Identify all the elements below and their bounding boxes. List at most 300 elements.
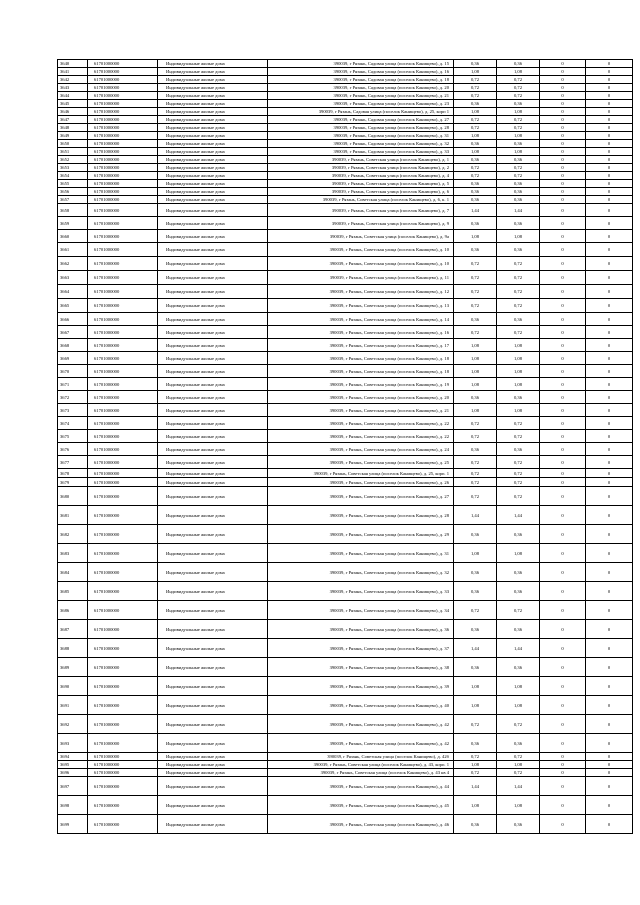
row-number-cell: 3670 (58, 365, 88, 378)
oktmo-code-cell: 61701000000 (88, 404, 158, 417)
value-c-cell: 0 (540, 478, 586, 487)
value-d-cell: 0 (586, 456, 633, 469)
building-type-cell: Индивидуальные жилые дома (158, 84, 268, 92)
row-number-cell: 3673 (58, 404, 88, 417)
table-row (58, 761, 633, 769)
row-number-cell: 3688 (58, 639, 88, 658)
building-type-cell: Индивидуальные жилые дома (158, 734, 268, 753)
row-number-cell: 3683 (58, 544, 88, 563)
table-row (58, 563, 633, 582)
table-row (58, 339, 633, 352)
value-c-cell: 0 (540, 352, 586, 365)
value-d-cell: 0 (586, 271, 633, 285)
value-a-cell: 1,08 (454, 339, 497, 352)
oktmo-code-cell: 61701000000 (88, 715, 158, 734)
row-number-cell: 3647 (58, 116, 88, 124)
address-cell: 390039, г Рязань, Советская улица (поселок Канищево), д. 10 (268, 243, 454, 257)
value-c-cell: 0 (540, 525, 586, 544)
oktmo-code-cell: 61701000000 (88, 525, 158, 544)
table-row (58, 582, 633, 601)
row-number-cell: 3675 (58, 430, 88, 443)
value-a-cell: 1,08 (454, 365, 497, 378)
value-d-cell: 0 (586, 84, 633, 92)
value-b-cell: 0,72 (497, 326, 540, 339)
value-d-cell: 0 (586, 443, 633, 456)
oktmo-code-cell: 61701000000 (88, 299, 158, 313)
row-number-cell: 3699 (58, 815, 88, 834)
row-number-cell: 3667 (58, 326, 88, 339)
address-cell: 390039, г Рязань, Советская улица (поселок Канищево), д. 18 (268, 352, 454, 365)
row-number-cell: 3672 (58, 391, 88, 404)
value-c-cell: 0 (540, 172, 586, 180)
oktmo-code-cell: 61701000000 (88, 243, 158, 257)
address-cell: 390039, г Рязань, Садовая улица (поселок Канищево), д. 32 (268, 140, 454, 148)
value-a-cell: 1,08 (454, 378, 497, 391)
value-a-cell: 1,44 (454, 506, 497, 525)
oktmo-code-cell: 61701000000 (88, 478, 158, 487)
value-b-cell: 0,72 (497, 417, 540, 430)
address-cell: 390039, г Рязань, Советская улица (поселок Канищево), д. 37 (268, 639, 454, 658)
value-d-cell: 0 (586, 753, 633, 761)
value-a-cell: 0,72 (454, 116, 497, 124)
table-row (58, 180, 633, 188)
table-row (58, 108, 633, 116)
value-b-cell: 1,44 (497, 506, 540, 525)
value-c-cell: 0 (540, 156, 586, 164)
value-a-cell: 0,72 (454, 715, 497, 734)
building-type-cell: Индивидуальные жилые дома (158, 230, 268, 243)
row-number-cell: 3650 (58, 140, 88, 148)
oktmo-code-cell: 61701000000 (88, 469, 158, 478)
oktmo-code-cell: 61701000000 (88, 430, 158, 443)
address-cell: 390039, г Рязань, Советская улица (поселок Канищево), д. 22 (268, 417, 454, 430)
value-d-cell: 0 (586, 506, 633, 525)
value-c-cell: 0 (540, 391, 586, 404)
row-number-cell: 3642 (58, 76, 88, 84)
row-number-cell: 3644 (58, 92, 88, 100)
oktmo-code-cell: 61701000000 (88, 506, 158, 525)
value-b-cell: 0,72 (497, 92, 540, 100)
table-row (58, 132, 633, 140)
row-number-cell: 3685 (58, 582, 88, 601)
value-c-cell: 0 (540, 777, 586, 796)
building-type-cell: Индивидуальные жилые дома (158, 217, 268, 230)
value-d-cell: 0 (586, 761, 633, 769)
building-type-cell: Индивидуальные жилые дома (158, 417, 268, 430)
value-d-cell: 0 (586, 164, 633, 172)
table-row (58, 525, 633, 544)
table-row (58, 715, 633, 734)
oktmo-code-cell: 61701000000 (88, 68, 158, 76)
oktmo-code-cell: 61701000000 (88, 734, 158, 753)
address-cell: 390039, г Рязань, Советская улица (поселок Канищево), д. 6, к. 1 (268, 196, 454, 204)
row-number-cell: 3666 (58, 313, 88, 326)
row-number-cell: 3695 (58, 761, 88, 769)
table-row (58, 601, 633, 620)
table-row (58, 204, 633, 217)
oktmo-code-cell: 61701000000 (88, 815, 158, 834)
value-c-cell: 0 (540, 487, 586, 506)
value-a-cell: 0,36 (454, 313, 497, 326)
oktmo-code-cell: 61701000000 (88, 696, 158, 715)
value-d-cell: 0 (586, 639, 633, 658)
address-cell: 390039, г Рязань, Садовая улица (поселок Канищево), д. 21 (268, 92, 454, 100)
value-b-cell: 0,36 (497, 188, 540, 196)
oktmo-code-cell: 61701000000 (88, 391, 158, 404)
row-number-cell: 3641 (58, 68, 88, 76)
address-cell: 390039, г Рязань, Советская улица (поселок Канищево), д. 5 (268, 180, 454, 188)
address-cell: 390039, г Рязань, Советская улица (поселок Канищево), д. 44 (268, 777, 454, 796)
value-b-cell: 1,08 (497, 796, 540, 815)
value-c-cell: 0 (540, 313, 586, 326)
oktmo-code-cell: 61701000000 (88, 124, 158, 132)
address-cell: 390039, г Рязань, Советская улица (поселок Канищево), д. 34 (268, 601, 454, 620)
table-row (58, 456, 633, 469)
address-cell: 390039, г Рязань, Советская улица (поселок Канищево), д. 36 (268, 620, 454, 639)
row-number-cell: 3645 (58, 100, 88, 108)
building-type-cell: Индивидуальные жилые дома (158, 257, 268, 271)
value-a-cell: 0,36 (454, 243, 497, 257)
value-c-cell: 0 (540, 443, 586, 456)
building-type-cell: Индивидуальные жилые дома (158, 172, 268, 180)
building-type-cell: Индивидуальные жилые дома (158, 506, 268, 525)
address-cell: 390039, г Рязань, Садовая улица (поселок Канищево), д. 31 (268, 132, 454, 140)
oktmo-code-cell: 61701000000 (88, 204, 158, 217)
row-number-cell: 3692 (58, 715, 88, 734)
value-c-cell: 0 (540, 204, 586, 217)
value-d-cell: 0 (586, 582, 633, 601)
value-c-cell: 0 (540, 116, 586, 124)
oktmo-code-cell: 61701000000 (88, 230, 158, 243)
value-c-cell: 0 (540, 734, 586, 753)
address-cell: 390039, г Рязань, Советская улица (поселок Канищево), д. 1 (268, 156, 454, 164)
row-number-cell: 3659 (58, 217, 88, 230)
table-row (58, 92, 633, 100)
address-cell: 390039, г Рязань, Советская улица (поселок Канищево), д. 11 (268, 271, 454, 285)
value-a-cell: 0,72 (454, 164, 497, 172)
value-c-cell: 0 (540, 761, 586, 769)
table-row (58, 76, 633, 84)
value-c-cell: 0 (540, 76, 586, 84)
value-c-cell: 0 (540, 365, 586, 378)
value-c-cell: 0 (540, 124, 586, 132)
table-row (58, 677, 633, 696)
building-type-cell: Индивидуальные жилые дома (158, 563, 268, 582)
value-b-cell: 0,72 (497, 285, 540, 299)
value-c-cell: 0 (540, 164, 586, 172)
address-cell: 390039, г Рязань, Советская улица (поселок Канищево), д. 9 (268, 217, 454, 230)
value-c-cell: 0 (540, 696, 586, 715)
table-body (58, 60, 633, 834)
housing-table (57, 59, 633, 834)
value-a-cell: 0,36 (454, 180, 497, 188)
row-number-cell: 3676 (58, 443, 88, 456)
building-type-cell: Индивидуальные жилые дома (158, 132, 268, 140)
row-number-cell: 3649 (58, 132, 88, 140)
address-cell: 390039, г Рязань, Советская улица (поселок Канищево), д. 29 (268, 525, 454, 544)
value-d-cell: 0 (586, 188, 633, 196)
building-type-cell: Индивидуальные жилые дома (158, 326, 268, 339)
oktmo-code-cell: 61701000000 (88, 108, 158, 116)
value-d-cell: 0 (586, 108, 633, 116)
value-d-cell: 0 (586, 487, 633, 506)
value-b-cell: 1,08 (497, 108, 540, 116)
value-b-cell: 0,72 (497, 487, 540, 506)
value-c-cell: 0 (540, 601, 586, 620)
building-type-cell: Индивидуальные жилые дома (158, 204, 268, 217)
value-b-cell: 1,08 (497, 365, 540, 378)
value-d-cell: 0 (586, 430, 633, 443)
value-a-cell: 1,44 (454, 777, 497, 796)
value-a-cell: 0,72 (454, 456, 497, 469)
value-c-cell: 0 (540, 544, 586, 563)
address-cell: 390039, г Рязань, Советская улица (поселок Канищево), д. 10 (268, 257, 454, 271)
row-number-cell: 3684 (58, 563, 88, 582)
value-c-cell: 0 (540, 582, 586, 601)
address-cell: 390039, г Рязань, Советская улица (поселок Канищево), д. 33 (268, 582, 454, 601)
building-type-cell: Индивидуальные жилые дома (158, 525, 268, 544)
value-d-cell: 0 (586, 172, 633, 180)
row-number-cell: 3651 (58, 148, 88, 156)
table-row (58, 68, 633, 76)
building-type-cell: Индивидуальные жилые дома (158, 456, 268, 469)
value-a-cell: 1,44 (454, 204, 497, 217)
table-row (58, 60, 633, 68)
building-type-cell: Индивидуальные жилые дома (158, 443, 268, 456)
value-d-cell: 0 (586, 563, 633, 582)
oktmo-code-cell: 61701000000 (88, 60, 158, 68)
value-a-cell: 0,36 (454, 140, 497, 148)
table-row (58, 243, 633, 257)
oktmo-code-cell: 61701000000 (88, 188, 158, 196)
value-a-cell: 0,72 (454, 124, 497, 132)
oktmo-code-cell: 61701000000 (88, 326, 158, 339)
value-d-cell: 0 (586, 378, 633, 391)
table-row (58, 769, 633, 777)
value-a-cell: 0,72 (454, 601, 497, 620)
row-number-cell: 3646 (58, 108, 88, 116)
address-cell: 390039, г Рязань, Советская улица (поселок Канищево), д. 32 (268, 563, 454, 582)
value-d-cell: 0 (586, 257, 633, 271)
oktmo-code-cell: 61701000000 (88, 417, 158, 430)
value-d-cell: 0 (586, 60, 633, 68)
value-d-cell: 0 (586, 196, 633, 204)
value-d-cell: 0 (586, 180, 633, 188)
value-c-cell: 0 (540, 815, 586, 834)
table-row (58, 196, 633, 204)
address-cell: 390039, г Рязань, Советская улица (поселок Канищево), д. 42б (268, 753, 454, 761)
value-d-cell: 0 (586, 404, 633, 417)
value-b-cell: 0,36 (497, 196, 540, 204)
value-c-cell: 0 (540, 100, 586, 108)
building-type-cell: Индивидуальные жилые дома (158, 339, 268, 352)
oktmo-code-cell: 61701000000 (88, 313, 158, 326)
row-number-cell: 3671 (58, 378, 88, 391)
oktmo-code-cell: 61701000000 (88, 196, 158, 204)
value-b-cell: 1,44 (497, 204, 540, 217)
building-type-cell: Индивидуальные жилые дома (158, 777, 268, 796)
value-a-cell: 1,08 (454, 761, 497, 769)
value-b-cell: 1,08 (497, 761, 540, 769)
address-cell: 390039, г Рязань, Садовая улица (поселок Канищево), д. 33 (268, 148, 454, 156)
row-number-cell: 3653 (58, 164, 88, 172)
value-b-cell: 0,36 (497, 620, 540, 639)
address-cell: 390039, г Рязань, Советская улица (поселок Канищево), д. 38 (268, 658, 454, 677)
value-b-cell: 1,08 (497, 404, 540, 417)
row-number-cell: 3652 (58, 156, 88, 164)
building-type-cell: Индивидуальные жилые дома (158, 601, 268, 620)
value-b-cell: 0,72 (497, 430, 540, 443)
row-number-cell: 3668 (58, 339, 88, 352)
building-type-cell: Индивидуальные жилые дома (158, 677, 268, 696)
address-cell: 390039, г Рязань, Советская улица (поселок Канищево), д. 27 (268, 487, 454, 506)
address-cell: 390039, г Рязань, Советская улица (поселок Канищево), д. 16 (268, 326, 454, 339)
value-d-cell: 0 (586, 417, 633, 430)
value-c-cell: 0 (540, 243, 586, 257)
value-b-cell: 1,44 (497, 639, 540, 658)
row-number-cell: 3648 (58, 124, 88, 132)
building-type-cell: Индивидуальные жилые дома (158, 487, 268, 506)
building-type-cell: Индивидуальные жилые дома (158, 582, 268, 601)
value-b-cell: 0,36 (497, 815, 540, 834)
value-b-cell: 0,36 (497, 313, 540, 326)
value-a-cell: 0,72 (454, 469, 497, 478)
row-number-cell: 3640 (58, 60, 88, 68)
value-a-cell: 0,36 (454, 188, 497, 196)
table-row (58, 417, 633, 430)
value-c-cell: 0 (540, 658, 586, 677)
value-d-cell: 0 (586, 132, 633, 140)
building-type-cell: Индивидуальные жилые дома (158, 620, 268, 639)
building-type-cell: Индивидуальные жилые дома (158, 365, 268, 378)
address-cell: 390039, г Рязань, Советская улица (поселок Канищево), д. 43, корп. 1 (268, 761, 454, 769)
value-d-cell: 0 (586, 769, 633, 777)
value-a-cell: 1,08 (454, 677, 497, 696)
oktmo-code-cell: 61701000000 (88, 378, 158, 391)
value-d-cell: 0 (586, 469, 633, 478)
row-number-cell: 3696 (58, 769, 88, 777)
value-a-cell: 0,72 (454, 299, 497, 313)
address-cell: 390039, г Рязань, Садовая улица (поселок Канищево), д. 20 (268, 84, 454, 92)
value-d-cell: 0 (586, 68, 633, 76)
value-c-cell: 0 (540, 677, 586, 696)
oktmo-code-cell: 61701000000 (88, 285, 158, 299)
table-row (58, 734, 633, 753)
table-row (58, 777, 633, 796)
oktmo-code-cell: 61701000000 (88, 180, 158, 188)
address-cell: 390039, г Рязань, Советская улица (поселок Канищево), д. 21 (268, 404, 454, 417)
table-row (58, 815, 633, 834)
value-b-cell: 1,08 (497, 677, 540, 696)
oktmo-code-cell: 61701000000 (88, 620, 158, 639)
table-row (58, 116, 633, 124)
value-c-cell: 0 (540, 108, 586, 116)
address-cell: 390039, г Рязань, Советская улица (поселок Канищево), д. 9а (268, 230, 454, 243)
value-a-cell: 0,36 (454, 734, 497, 753)
building-type-cell: Индивидуальные жилые дома (158, 469, 268, 478)
value-a-cell: 1,08 (454, 230, 497, 243)
row-number-cell: 3689 (58, 658, 88, 677)
table-row (58, 257, 633, 271)
value-c-cell: 0 (540, 230, 586, 243)
address-cell: 390039, г Рязань, Советская улица (поселок Канищево), д. 12 (268, 285, 454, 299)
value-c-cell: 0 (540, 180, 586, 188)
oktmo-code-cell: 61701000000 (88, 92, 158, 100)
value-c-cell: 0 (540, 299, 586, 313)
address-cell: 390039, г Рязань, Садовая улица (поселок Канищево), д. 16 (268, 68, 454, 76)
value-b-cell: 0,72 (497, 769, 540, 777)
building-type-cell: Индивидуальные жилые дома (158, 299, 268, 313)
building-type-cell: Индивидуальные жилые дома (158, 753, 268, 761)
oktmo-code-cell: 61701000000 (88, 582, 158, 601)
row-number-cell: 3691 (58, 696, 88, 715)
value-a-cell: 1,44 (454, 639, 497, 658)
table-row (58, 544, 633, 563)
oktmo-code-cell: 61701000000 (88, 753, 158, 761)
row-number-cell: 3690 (58, 677, 88, 696)
building-type-cell: Индивидуальные жилые дома (158, 769, 268, 777)
address-cell: 390039, г Рязань, Советская улица (поселок Канищево), д. 40 (268, 696, 454, 715)
value-b-cell: 0,36 (497, 443, 540, 456)
value-b-cell: 0,72 (497, 478, 540, 487)
value-b-cell: 1,08 (497, 378, 540, 391)
value-b-cell: 0,36 (497, 525, 540, 544)
address-cell: 390039, г Рязань, Советская улица (поселок Канищево), д. 25 (268, 456, 454, 469)
value-c-cell: 0 (540, 188, 586, 196)
address-cell: 390039, г Рязань, Советская улица (поселок Канищево), д. 46 (268, 815, 454, 834)
building-type-cell: Индивидуальные жилые дома (158, 156, 268, 164)
building-type-cell: Индивидуальные жилые дома (158, 639, 268, 658)
value-b-cell: 0,72 (497, 257, 540, 271)
row-number-cell: 3662 (58, 257, 88, 271)
value-c-cell: 0 (540, 285, 586, 299)
building-type-cell: Индивидуальные жилые дома (158, 243, 268, 257)
value-d-cell: 0 (586, 92, 633, 100)
value-b-cell: 1,08 (497, 339, 540, 352)
value-c-cell: 0 (540, 506, 586, 525)
value-b-cell: 0,72 (497, 271, 540, 285)
oktmo-code-cell: 61701000000 (88, 544, 158, 563)
table-row (58, 696, 633, 715)
value-a-cell: 0,36 (454, 582, 497, 601)
building-type-cell: Индивидуальные жилые дома (158, 164, 268, 172)
building-type-cell: Индивидуальные жилые дома (158, 140, 268, 148)
oktmo-code-cell: 61701000000 (88, 487, 158, 506)
oktmo-code-cell: 61701000000 (88, 148, 158, 156)
value-a-cell: 0,36 (454, 620, 497, 639)
value-d-cell: 0 (586, 285, 633, 299)
value-b-cell: 0,36 (497, 180, 540, 188)
address-cell: 390039, г Рязань, Советская улица (поселок Канищево), д. 25, корп. 1 (268, 469, 454, 478)
row-number-cell: 3669 (58, 352, 88, 365)
building-type-cell: Индивидуальные жилые дома (158, 180, 268, 188)
value-a-cell: 1,08 (454, 544, 497, 563)
row-number-cell: 3660 (58, 230, 88, 243)
value-d-cell: 0 (586, 815, 633, 834)
oktmo-code-cell: 61701000000 (88, 339, 158, 352)
row-number-cell: 3698 (58, 796, 88, 815)
table-row (58, 506, 633, 525)
building-type-cell: Индивидуальные жилые дома (158, 188, 268, 196)
value-c-cell: 0 (540, 196, 586, 204)
table-row (58, 124, 633, 132)
oktmo-code-cell: 61701000000 (88, 132, 158, 140)
value-d-cell: 0 (586, 777, 633, 796)
value-d-cell: 0 (586, 352, 633, 365)
oktmo-code-cell: 61701000000 (88, 84, 158, 92)
building-type-cell: Индивидуальные жилые дома (158, 352, 268, 365)
value-d-cell: 0 (586, 326, 633, 339)
